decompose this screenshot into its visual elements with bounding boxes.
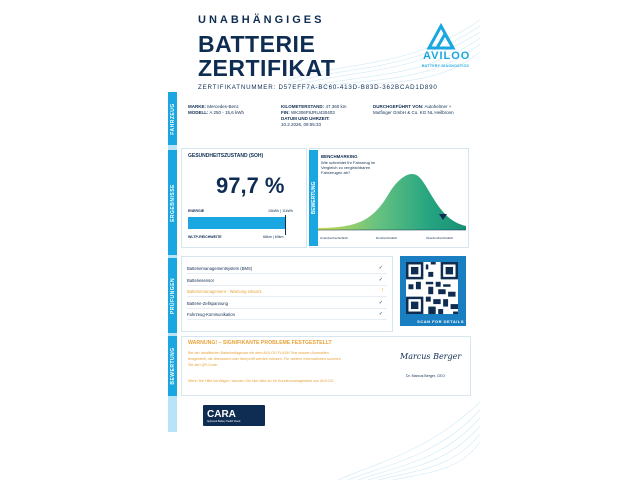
title-big: [198, 32, 335, 80]
logo-subtitle: BATTERY DIAGNOSTICS: [422, 64, 470, 68]
section-tab-rating: BEWERTUNG: [168, 336, 177, 396]
performed-value: Autohelmer + Mutfinger GmbH & Co. KG NL Heilbronn: [373, 104, 454, 115]
warning-line-1: Bei der detaillierten Batteriediagnose mit dem AVILOO FLASH Test wurden Anomalien: [188, 351, 329, 355]
rating-tab-label: BEWERTUNG: [310, 181, 317, 215]
qr-code-icon: [406, 262, 458, 314]
vehicle-col-1: [188, 104, 244, 116]
signer-name: Dr. Marcus Berger, CEO: [406, 374, 445, 378]
check-label: Batterie-Zellspannung: [187, 300, 228, 306]
benchmark-title: BENCHMARKING: [321, 154, 358, 159]
logo-name: AVILOO: [423, 50, 471, 62]
cara-badge: [203, 405, 265, 426]
certificate-document: [168, 0, 480, 480]
energy-value: 15kWh | 11kWh: [268, 209, 294, 213]
title-small: UNABHÄNGIGES: [198, 14, 325, 26]
certificate-number: ZERTIFIKATNUMMER: D57EFF7A-BC60-413D-B83D-362BCAD1D890: [198, 84, 438, 91]
axis-right-label: Überdurchschnittlich: [426, 236, 454, 240]
section-tab-checks: PRÜFUNGEN: [168, 258, 177, 333]
brand-value: Mercedes-Benz: [207, 104, 239, 109]
date-value: 10.2.2026, 09:55:33: [281, 122, 322, 127]
model-label: MODELL:: [188, 110, 209, 115]
vehicle-col-3: [373, 104, 465, 116]
title-line-2: ZERTIFIKAT: [198, 55, 336, 81]
decorative-bottom-waves: [338, 392, 480, 480]
warning-line-2: festgestellt, die überwacht oder überprüft werden müssen. Für weitere Informationen scannen: [188, 357, 341, 361]
wltp-value: 68km | 69km: [263, 235, 284, 239]
cara-subtitle: Approved Battery Health Check: [207, 420, 241, 423]
check-icon: ✓: [378, 265, 383, 271]
bar-marker: [285, 215, 286, 235]
date-label: DATUM UND UHRZEIT:: [281, 116, 330, 121]
check-row: [187, 275, 387, 286]
check-label: Fahrzeug-Kommunikation: [187, 312, 235, 317]
check-icon: ✓: [378, 311, 383, 317]
soh-value: 97,7 %: [216, 173, 285, 198]
brand-label: MARKE:: [188, 104, 206, 109]
check-row: [187, 309, 387, 320]
check-icon: ✓: [378, 299, 383, 306]
mileage-label: KILOMETERSTAND:: [281, 104, 325, 109]
warning-line-3: Sie den QR-Code.: [188, 363, 219, 367]
vin-label: FIN:: [281, 110, 290, 115]
axis-mid-label: Durchschnittlich: [376, 236, 398, 240]
qr-code[interactable]: [400, 256, 466, 326]
title-line-1: BATTERIE: [198, 31, 316, 57]
check-label: Batteriesensor: [187, 277, 214, 283]
cara-name: CARA: [207, 409, 236, 420]
warning-title: WARNUNG! – SIGNIFIKANTE PROBLEME FESTGESTELLT: [188, 340, 332, 346]
vin-value: WK306F8JRU430403: [291, 110, 335, 115]
benchmark-text: Wie schneidet Ihr Fahrzeug im Vergleich zu vergleichbaren Fahrzeugen ab?: [321, 160, 376, 175]
performed-label: DURCHGEFÜHRT VON:: [373, 104, 424, 109]
vehicle-col-2: [281, 104, 346, 128]
section-tab-vehicle: FAHRZEUG: [168, 92, 177, 145]
check-row: [187, 263, 387, 274]
signature: Marcus Berger: [400, 352, 462, 361]
section-tab-results: ERGEBNISSE: [168, 150, 177, 255]
check-label: Batteriemanagementsystem (BMS): [187, 266, 253, 271]
check-icon: ✓: [378, 276, 383, 283]
check-row: [187, 298, 387, 309]
qr-label: SCAN FOR DETAILS: [417, 319, 464, 324]
warning-icon: !: [381, 288, 383, 294]
check-row: [187, 286, 387, 297]
mileage-value: 47.360 km: [325, 104, 347, 109]
energy-label: ENERGIE: [188, 209, 205, 213]
check-label: Batteriemanagement - Warnung erkannt: [187, 289, 262, 294]
rating-tab: [309, 150, 318, 246]
wltp-label: WLTP-REICHWEITE: [188, 235, 222, 239]
soh-label: GESUNDHEITSZUSTAND (SOH): [188, 153, 264, 159]
benchmark-curve: [318, 160, 466, 232]
axis-left-label: Unterdurchschnittlich: [320, 236, 349, 240]
warning-line-4: Wenn Sie Hilfe benötigen, wenden Sie sich bitte an Ihr Kundenmanagement von AVILOO.: [188, 379, 335, 383]
energy-bar: [188, 217, 286, 229]
model-value: A 250 - 15,6 kWh: [209, 110, 245, 115]
